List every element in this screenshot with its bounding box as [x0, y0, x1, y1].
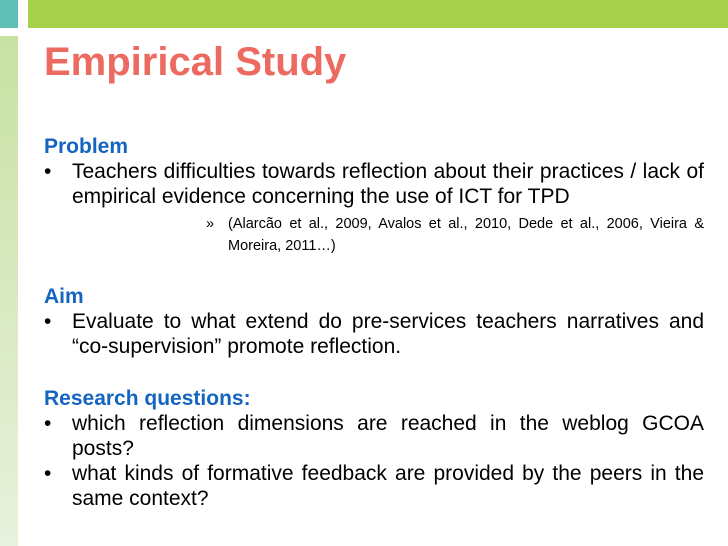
slide-body — [44, 134, 704, 511]
problem-reference — [206, 213, 704, 257]
problem-heading: Problem — [44, 135, 129, 158]
bullet-dot: • — [44, 412, 52, 435]
bullet-dot: • — [44, 160, 52, 183]
slide-title: Empirical Study — [44, 40, 347, 84]
sub-bullet-marker: » — [206, 216, 215, 232]
problem-reference-text: (Alarcão et al., 2009, Avalos et al., 2010, Dede et al., 2006, Vieira & Moreira, 2011…) — [228, 216, 704, 254]
bullet-dot: • — [44, 462, 52, 485]
aim-heading: Aim — [44, 285, 84, 308]
research-questions-heading: Research questions: — [44, 387, 251, 410]
top-bar-teal-segment — [0, 0, 18, 28]
bullet-dot: • — [44, 310, 52, 333]
research-question-text: what kinds of formative feedback are provided by the peers in the same context? — [72, 462, 704, 510]
top-bar-green-segment — [28, 0, 728, 28]
problem-bullet-text: Teachers difficulties towards reflection about their practices / lack of empirical evidence concerning the use of ICT for TPD — [72, 160, 704, 208]
aim-bullet-text: Evaluate to what extend do pre-services teachers narratives and “co-supervision” promote reflection. — [72, 310, 704, 358]
top-decor-bar — [0, 0, 728, 28]
research-question-item — [44, 461, 704, 511]
aim-bullet — [44, 309, 704, 359]
problem-bullet — [44, 159, 704, 209]
research-question-text: which reflection dimensions are reached in the weblog GCOA posts? — [72, 412, 704, 460]
research-question-item — [44, 411, 704, 461]
left-decor-strip — [0, 36, 18, 546]
